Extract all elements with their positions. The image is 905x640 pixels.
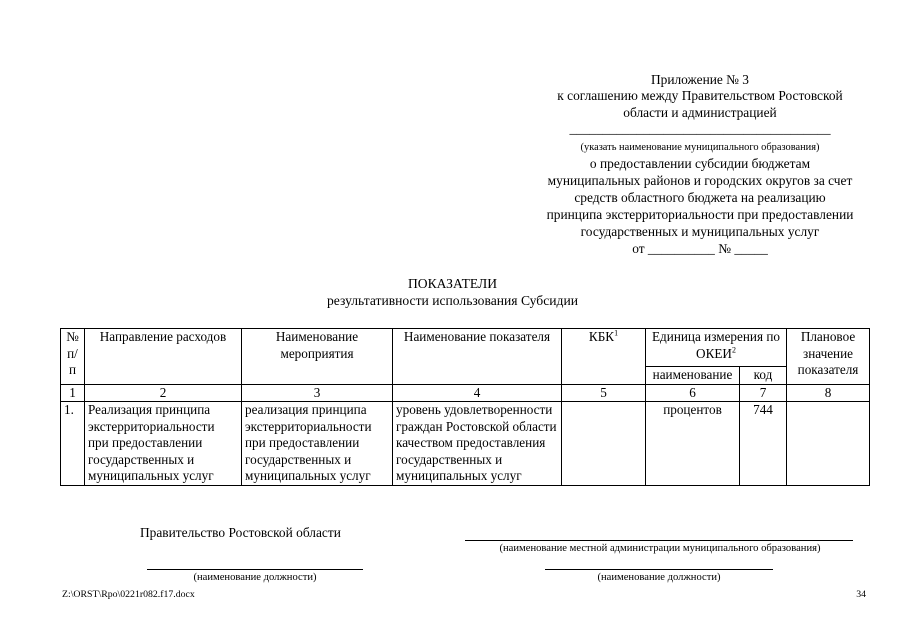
position-caption-left: (наименование должности) bbox=[193, 572, 317, 583]
header-kbk: КБК$^1$ bbox=[562, 329, 646, 385]
header-hint: (указать наименование муниципального образования) bbox=[580, 142, 820, 153]
header-line: средств областного бюджета на реализацию bbox=[574, 190, 826, 205]
header-unit-name: наименование bbox=[646, 367, 740, 385]
column-number: 8 bbox=[787, 384, 870, 402]
government-signature-label: Правительство Ростовской области bbox=[140, 525, 341, 540]
column-number: 3 bbox=[242, 384, 393, 402]
header-line: муниципальных районов и городских округов за счет bbox=[547, 173, 853, 188]
header-planned: Плановое значение показателя bbox=[787, 329, 870, 385]
header-num: № п/п bbox=[61, 329, 85, 385]
header-indicator: Наименование показателя bbox=[393, 329, 562, 385]
column-number: 1 bbox=[61, 384, 85, 402]
column-number: 7 bbox=[740, 384, 787, 402]
column-number: 2 bbox=[85, 384, 242, 402]
header-line: государственных и муниципальных услуг bbox=[580, 224, 820, 239]
header-date-number: от __________ № _____ bbox=[632, 241, 768, 256]
row-unit-code: 744 bbox=[740, 402, 787, 486]
header-line: области и администрацией bbox=[623, 105, 777, 120]
header-line: о предоставлении субсидии бюджетам bbox=[589, 156, 811, 171]
page-number: 34 bbox=[856, 589, 866, 600]
header-blank-line: _______________________________________ bbox=[569, 121, 831, 136]
file-path: Z:\ORST\Rpo\0221r082.f17.docx bbox=[62, 589, 195, 600]
header-line: принципа экстерриториальности при предоставлении bbox=[546, 207, 854, 222]
header-unit: Единица измерения по ОКЕИ$^2$ bbox=[646, 329, 787, 367]
header-direction: Направление расходов bbox=[85, 329, 242, 385]
row-event: реализация принципа экстерриториальности при предоставлении государственных и муниципальных услуг bbox=[242, 402, 393, 486]
row-indicator: уровень удовлетворенности граждан Ростовской области качеством предоставления государственных и муниципальных услуг bbox=[393, 402, 562, 486]
column-numbers-row bbox=[61, 384, 870, 402]
header-event: Наименование мероприятия bbox=[242, 329, 393, 385]
column-number: 6 bbox=[646, 384, 740, 402]
row-unit-name: процентов bbox=[646, 402, 740, 486]
position-line-right bbox=[545, 569, 773, 570]
table-row bbox=[61, 402, 870, 486]
admin-signature-line bbox=[465, 540, 853, 541]
unit-footnote-mark: 2 bbox=[731, 345, 736, 355]
document-subtitle: результативности использования Субсидии bbox=[326, 293, 578, 308]
indicators-table bbox=[60, 328, 870, 486]
header-unit-code: код bbox=[740, 367, 787, 385]
position-caption-right: (наименование должности) bbox=[597, 572, 721, 583]
row-num: 1. bbox=[61, 402, 85, 486]
position-line-left bbox=[147, 569, 363, 570]
table-header-row bbox=[61, 329, 870, 367]
document-title: ПОКАЗАТЕЛИ bbox=[407, 276, 498, 291]
column-number: 5 bbox=[562, 384, 646, 402]
row-planned bbox=[787, 402, 870, 486]
admin-caption: (наименование местной администрации муниципального образования) bbox=[499, 543, 821, 554]
header-line: к соглашению между Правительством Ростовской bbox=[557, 88, 843, 103]
kbk-footnote-mark: 1 bbox=[614, 328, 619, 338]
row-kbk bbox=[562, 402, 646, 486]
row-direction: Реализация принципа экстерриториальности при предоставлении государственных и муниципальных услуг bbox=[85, 402, 242, 486]
appendix-title: Приложение № 3 bbox=[650, 72, 750, 87]
column-number: 4 bbox=[393, 384, 562, 402]
